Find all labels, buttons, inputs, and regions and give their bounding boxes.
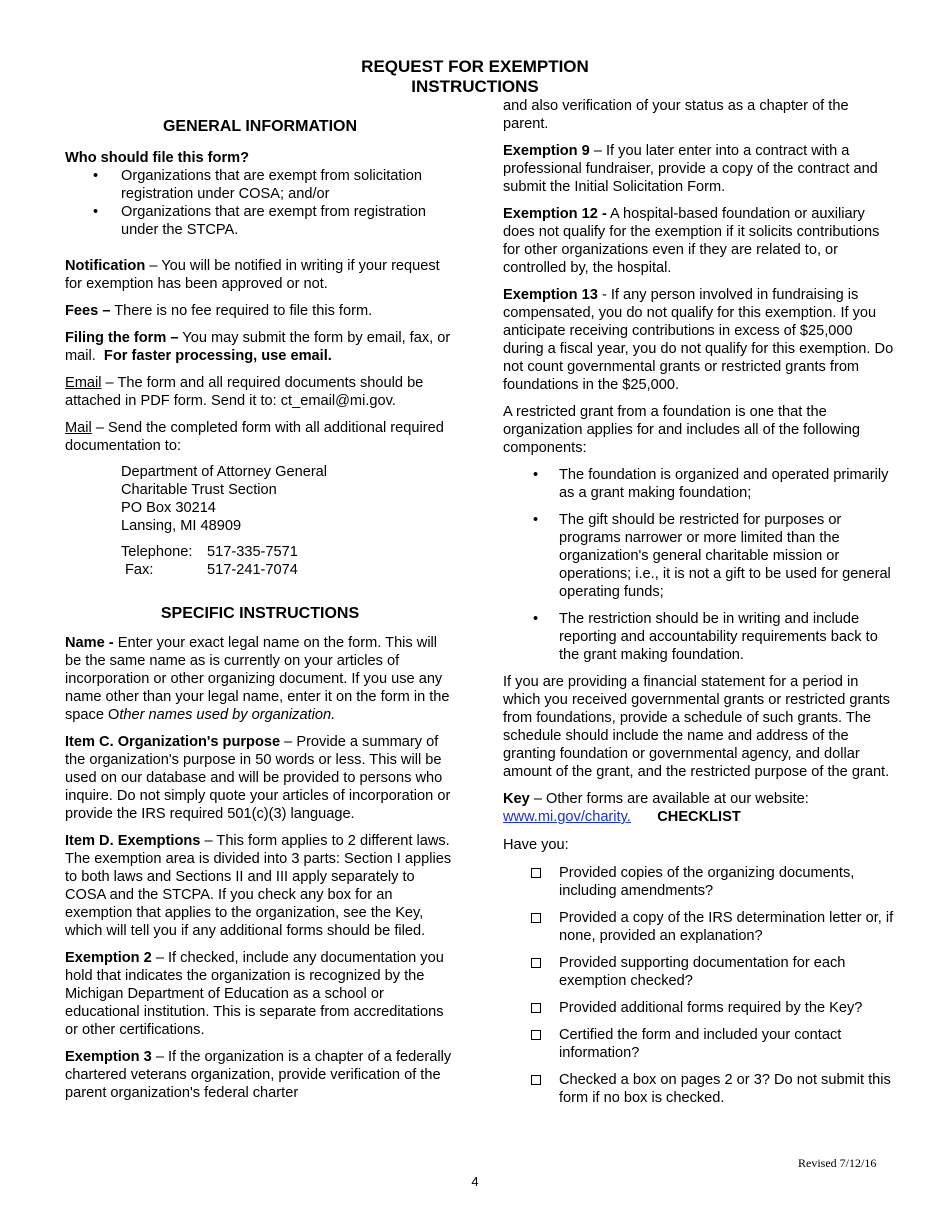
- item-c-paragraph: Item C. Organization's purpose – Provide a summary of the organization's purpose in 50 words or less. This will be used on our database and will be provided to persons who inquire. Do not simply quote your articles of incorporation or provide the IRS required 501(c)(3) language.: [65, 734, 451, 822]
- who-should-file-question: Who should file this form?: [65, 150, 250, 166]
- list-item: • The foundation is organized and operated primarily as a grant making foundation;: [503, 466, 895, 502]
- address-line: Charitable Trust Section: [121, 482, 277, 498]
- financial-statement-paragraph: If you are providing a financial statement for a period in which you received governmental grants or restricted grants from foundations, provide a schedule of such grants. The schedule should include the name and address of the granting foundation or governmental agency, and dollar amount of the grant, and the restricted purpose of the grant.: [503, 674, 890, 780]
- checklist-item: Provided supporting documentation for each exemption checked?: [503, 954, 895, 990]
- name-paragraph: Name - Enter your exact legal name on the form. This will be the same name as is currently on your articles of incorporation or other organizing document. If you use any name other than your legal name, enter it on the form in the space Other names used by organization.: [65, 635, 450, 723]
- list-item: • Organizations that are exempt from solicitation registration under COSA; and/or: [65, 167, 455, 203]
- checkbox[interactable]: [531, 913, 541, 923]
- fax-value: 517-241-7074: [207, 562, 298, 578]
- checkbox[interactable]: [531, 1075, 541, 1085]
- checklist-item: Provided copies of the organizing documents, including amendments?: [503, 864, 895, 900]
- address-line: Lansing, MI 48909: [121, 518, 242, 534]
- checklist-item: Provided additional forms required by the Key?: [503, 999, 895, 1017]
- checkbox[interactable]: [531, 868, 541, 878]
- exemption-3-continued: and also verification of your status as a chapter of the parent.: [503, 98, 849, 132]
- exemption-9-paragraph: Exemption 9 – If you later enter into a contract with a professional fundraiser, provide a copy of the contract and submit the Initial Solicitation Form.: [503, 143, 878, 195]
- page-number: 4: [471, 1174, 479, 1189]
- telephone-label: Telephone:: [121, 544, 193, 560]
- list-item: • Organizations that are exempt from registration under the STCPA.: [65, 203, 455, 239]
- checklist-heading: CHECKLIST: [657, 809, 741, 825]
- checkbox[interactable]: [531, 1003, 541, 1013]
- list-item: • The restriction should be in writing and include reporting and accountability requirements back to the grant making foundation.: [503, 610, 895, 664]
- checklist-item: Provided a copy of the IRS determination letter or, if none, provided an explanation?: [503, 909, 895, 945]
- mail-paragraph: Mail – Send the completed form with all additional required documentation to:: [65, 420, 444, 454]
- checklist-item: Certified the form and included your contact information?: [503, 1026, 895, 1062]
- exemption-3-paragraph: Exemption 3 – If the organization is a chapter of a federally chartered veterans organization, provide verification of the parent organization's federal charter: [65, 1049, 452, 1101]
- restricted-grant-intro: A restricted grant from a foundation is one that the organization applies for and includes all of the following components:: [503, 404, 860, 456]
- checklist-intro: Have you:: [503, 837, 569, 853]
- fax-label: Fax:: [125, 562, 154, 578]
- checkbox[interactable]: [531, 1030, 541, 1040]
- restricted-grant-list: [503, 466, 895, 664]
- list-item: • The gift should be restricted for purposes or programs narrower or more limited than the organization's general charitable mission or operations; i.e., it is not a gift to be used for general operating funds;: [503, 511, 895, 601]
- item-d-paragraph: Item D. Exemptions – This form applies to 2 different laws. The exemption area is divided into 3 parts: Section I applies to both laws and Sections II and III apply separately to COSA and the STCPA. If you check any box for an exemption that applies to the organization, see the Key, which will tell you if any additional forms should be filed.: [65, 833, 452, 939]
- general-information-heading: GENERAL INFORMATION: [162, 118, 358, 135]
- checkbox[interactable]: [531, 958, 541, 968]
- exemption-13-paragraph: Exemption 13 - If any person involved in fundraising is compensated, you do not qualify for this exemption. If you anticipate receiving contributions in excess of $25,000 during a fiscal year, you do not qualify for this exemption. Do not count governmental grants or restricted grants from foundations in the $25,000.: [503, 287, 894, 393]
- email-paragraph: Email – The form and all required documents should be attached in PDF form. Send it to: ct_email@mi.gov.: [65, 375, 424, 409]
- exemption-12-paragraph: Exemption 12 - A hospital-based foundation or auxiliary does not qualify for the exemption if it solicits contributions for other organizations even if they are related to, or controlled by, the hospital.: [503, 206, 880, 276]
- contact-numbers: [65, 543, 455, 579]
- filing-paragraph: Filing the form – You may submit the form by email, fax, or mail. For faster processing, use email.: [65, 330, 455, 364]
- telephone-value: 517-335-7571: [207, 544, 298, 560]
- checklist-list: [503, 864, 895, 1107]
- checklist-item: Checked a box on pages 2 or 3? Do not submit this form if no box is checked.: [503, 1071, 895, 1107]
- who-should-file-list: [65, 167, 455, 239]
- document-title: REQUEST FOR EXEMPTION: [361, 57, 589, 76]
- document-subtitle: INSTRUCTIONS: [411, 77, 539, 96]
- specific-instructions-heading: SPECIFIC INSTRUCTIONS: [160, 605, 360, 622]
- left-column: [65, 117, 455, 1111]
- charity-website-link[interactable]: www.mi.gov/charity.: [503, 809, 631, 825]
- address-line: PO Box 30214: [121, 500, 216, 516]
- key-paragraph: Key – Other forms are available at our website: www.mi.gov/charity.: [503, 791, 809, 825]
- revision-date: Revised 7/12/16: [798, 1156, 877, 1170]
- address-line: Department of Attorney General: [121, 464, 328, 480]
- exemption-2-paragraph: Exemption 2 – If checked, include any documentation you hold that indicates the organization is recognized by the Michigan Department of Education as a school or educational institution. This is separate from accreditations or other certifications.: [65, 950, 444, 1038]
- fees-paragraph: Fees – There is no fee required to file this form.: [65, 303, 373, 319]
- right-column: [503, 97, 895, 1116]
- notification-paragraph: Notification – You will be notified in writing if your request for exemption has been approved or not.: [65, 258, 440, 292]
- mailing-address: [65, 463, 455, 535]
